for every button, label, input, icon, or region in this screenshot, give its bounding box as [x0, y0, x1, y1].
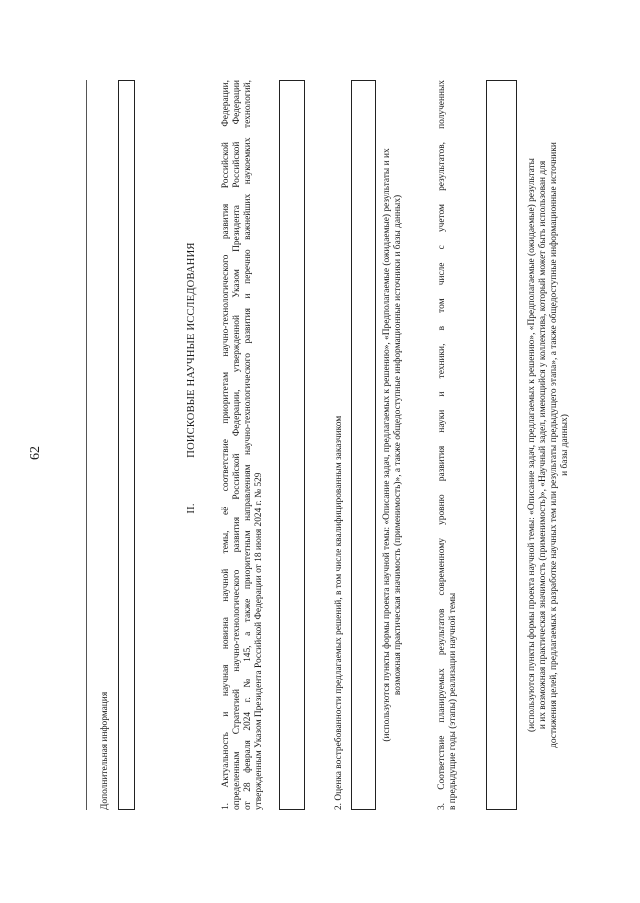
item1-line-2: определенным Стратегией научно-технологического развития Российской Федерации, утвержденной Указом Президента Российской Федерации: [232, 80, 242, 810]
section-title: ПОИСКОВЫЕ НАУЧНЫЕ ИССЛЕДОВАНИЯ: [186, 242, 197, 458]
item2-text: 2. Оценка востребованности предлагаемых решений, в том числе квалифицированным заказчиком: [334, 415, 344, 810]
item3-line-2: в предыдущие годы (этапы) реализации научной темы: [448, 592, 458, 810]
item3-note-line-1: (используются пункты формы проекта научной темы: «Описание задач, предлагаемых к решению», «Предполагаемые (ожидаемые) результаты: [527, 158, 537, 732]
item3-note-line-4: и базы данных): [560, 414, 570, 476]
section-heading: [185, 153, 198, 603]
item3-answer-field[interactable]: [486, 80, 517, 810]
item2-answer-field[interactable]: [351, 80, 376, 810]
additional-info-label: Дополнительная информация: [100, 691, 110, 810]
item2-note-line-1: (используются пункты формы проекта научной темы: «Описание задач, предлагаемых к решению», «Предполагаемые (ожидаемые) результаты и их: [382, 148, 392, 742]
page-number: 62: [28, 446, 43, 460]
item3-note-line-3: достижения целей, предлагаемых к разработке научных тем или результаты предыдущего этапа», а также общедоступные информационные источники: [549, 142, 559, 748]
section-number: II.: [186, 503, 197, 514]
item3-note-line-2: и их возможная практическая значимость (применимость)», «Научный задел, имеющийся у коллектива, который может быть использован для: [538, 160, 548, 730]
item1-line-1: 1. Актуальность и научная новизна научной темы, её соответствие приоритетам научно-технологического развития Российской Федерации,: [221, 80, 231, 810]
item1-answer-field[interactable]: [279, 80, 305, 810]
top-rule: [86, 80, 87, 810]
item2-note-line-2: возможная практическая значимость (применимость)», а также общедоступные информационные источники и базы данных): [393, 194, 403, 696]
additional-info-field[interactable]: [118, 80, 135, 810]
item1-line-3: от 28 февраля 2024 г. № 145, а также приоритетным направлениям научно-технологического развития и перечню важнейших наукоемких технологий,: [243, 80, 253, 810]
item1-line-4: утвержденным Указом Президента Российской Федерации от 18 июня 2024 г. № 529: [254, 472, 264, 810]
item3-line-1: 3. Соответствие планируемых результатов современному уровню развития науки и техники, в том числе с учетом результатов, полученных: [437, 80, 447, 810]
